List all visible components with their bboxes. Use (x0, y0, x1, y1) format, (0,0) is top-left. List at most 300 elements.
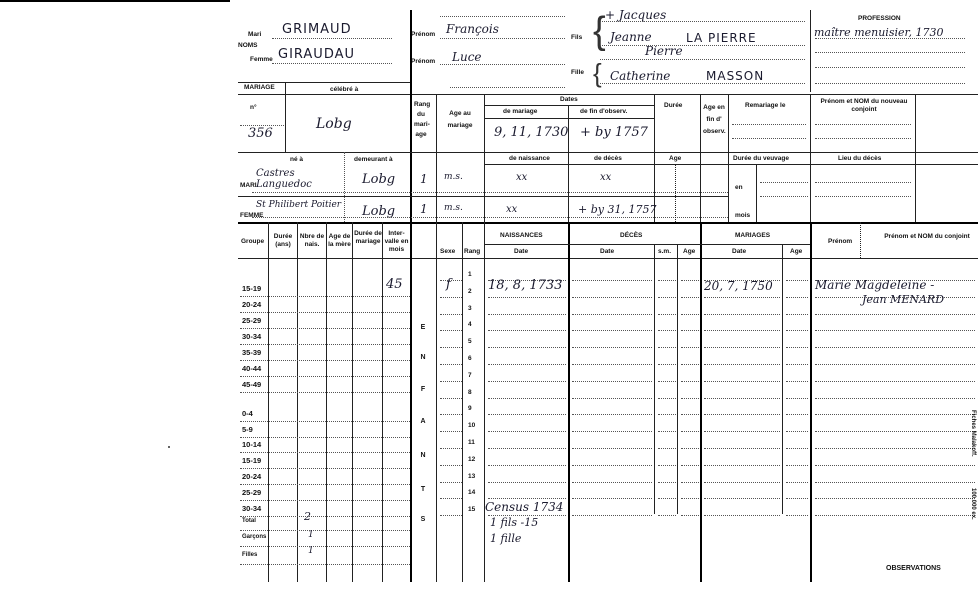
ne-split (344, 152, 345, 222)
child-row-line (658, 515, 676, 516)
prenom-nom-conjoint-header: Prénom et NOM du conjoint (884, 233, 970, 240)
deces-date-header: Date (600, 248, 615, 255)
lieu-line-1 (815, 182, 911, 183)
child-row-line (815, 398, 975, 399)
mari-deces: xx (600, 172, 612, 183)
femme-age: m.s. (444, 203, 463, 213)
lieu-value: Lobg (316, 116, 352, 132)
child-rank: 6 (468, 355, 472, 362)
child-row-line (488, 448, 566, 449)
child-row-line (658, 381, 676, 382)
age-mariage-label: Age au mariage (447, 110, 473, 129)
child-row-line (786, 414, 808, 415)
child-row-line (488, 414, 566, 415)
no-value: 356 (248, 126, 273, 141)
child-row-line (681, 347, 699, 348)
child-rank: 11 (468, 439, 475, 446)
celebre-label: célébré à (330, 86, 359, 93)
mariage-top2 (238, 94, 978, 95)
child-row-line (786, 297, 808, 298)
col-rang (484, 222, 485, 582)
duree-mariage-header: Durée de mariage (354, 230, 382, 245)
lower-header-bottom (238, 258, 978, 259)
child-row-line (815, 431, 975, 432)
child-row-line (572, 314, 652, 315)
group-row-line (240, 452, 410, 453)
child2-sexe: f (446, 277, 451, 292)
child-row-line (786, 347, 808, 348)
child-rank: 9 (468, 405, 472, 413)
group-label: 0-4 (242, 409, 253, 418)
rang-label: Rang du mari-age (414, 101, 431, 138)
child-row-line (440, 515, 462, 516)
group-label: 20-24 (242, 300, 262, 309)
sm-header: s.m. (658, 248, 672, 255)
child-row-line (786, 381, 808, 382)
duree-label: Durée (664, 102, 683, 109)
fille-1b: MASSON (706, 69, 765, 83)
group-row-line (240, 530, 410, 531)
mari-demeurant: Lobg (362, 172, 396, 187)
brace-fille: { (593, 58, 602, 88)
naissance-line (484, 164, 728, 165)
mari-name-line (272, 38, 392, 39)
group-row-line (240, 328, 410, 329)
enfants-letter: A (420, 418, 426, 425)
col-prenom (860, 222, 861, 258)
child-row-line (786, 398, 808, 399)
brace-fils: { (593, 10, 606, 52)
mariage-age-header: Age (790, 248, 803, 255)
child-row-line (704, 465, 780, 466)
nouveau-conjoint-label: Prénom et NOM du nouveau conjoint (820, 98, 908, 113)
child-row-line (815, 498, 975, 499)
child-row-line (658, 330, 676, 331)
col-sm (677, 244, 678, 514)
census-2: 1 fils -15 (490, 516, 539, 529)
enfants-letter: S (420, 516, 426, 523)
fils-2b: LA PIERRE (686, 31, 757, 45)
veuvage-line-2 (760, 196, 808, 197)
child-row-line (440, 431, 462, 432)
age-dotted (675, 164, 676, 222)
fils-line-1 (600, 21, 805, 22)
date-mariage: 9, 11, 1730 (494, 125, 569, 140)
child-row-line (658, 414, 676, 415)
child-row-line (658, 498, 676, 499)
child2-naissance: 18, 8, 1733 (488, 278, 563, 293)
child-row-line (440, 465, 462, 466)
group-label: 20-24 (242, 472, 262, 481)
remariage-line-1 (732, 124, 806, 125)
child-row-line (815, 364, 975, 365)
mari-naissance: xx (516, 172, 528, 183)
col-age-mere (352, 222, 353, 582)
observations-label: OBSERVATIONS (886, 565, 941, 572)
child-row-line (704, 448, 780, 449)
child-row-line (815, 414, 975, 415)
child-row-line (440, 347, 462, 348)
enfants-letter: N (420, 354, 426, 361)
child-row-line (658, 448, 676, 449)
child-row-line (681, 448, 699, 449)
prenom-mari-line (440, 38, 565, 39)
child-row-line (704, 330, 780, 331)
age-fin-divider (700, 94, 701, 222)
child-rank: 5 (468, 338, 472, 346)
conjoint-line-1 (815, 124, 911, 125)
profession-label: PROFESSION (858, 15, 901, 22)
fille-label: Fille (571, 69, 585, 76)
child-row-line (572, 381, 652, 382)
child-row-line (572, 465, 652, 466)
child-row-line (681, 364, 699, 365)
de-mariage-label: de mariage (503, 108, 538, 115)
child-row-line (681, 330, 699, 331)
duree-header: Durée (ans) (273, 233, 293, 248)
profession-value: maître menuisier, 1730 (814, 26, 944, 39)
mari-row-label: MARI (240, 182, 257, 189)
date-fin: + by 1757 (580, 125, 648, 140)
child-row-line (440, 381, 462, 382)
child-row-line (786, 515, 808, 516)
child-row-line (572, 414, 652, 415)
deces-label: de décès (594, 155, 622, 162)
lieu-deces-label: Lieu du décès (838, 155, 882, 162)
child-row-line (704, 398, 780, 399)
child-row-line (786, 448, 808, 449)
deces-header: DÉCÈS (620, 232, 643, 239)
col-duree (297, 222, 298, 582)
child-row-line (488, 330, 566, 331)
child-row-line (658, 297, 676, 298)
col-deces-date (654, 244, 655, 514)
child2-conjoint: Jean MENARD (862, 293, 945, 306)
col-mariage-date (782, 244, 783, 514)
child-row-line (658, 431, 676, 432)
child-rank: 14 (468, 489, 476, 497)
child-row-line (572, 280, 652, 281)
child-rank: 4 (468, 321, 472, 329)
no-label: n° (250, 104, 257, 111)
group-label: 40-44 (242, 364, 262, 373)
mari-label: Mari (248, 31, 262, 38)
age-mere-header: Age de la mère (328, 233, 351, 248)
top-rule (0, 0, 230, 2)
enfants-letter: E (420, 324, 426, 331)
total-nais: 2 (304, 510, 311, 523)
group-row-line (240, 546, 410, 547)
child-row-line (658, 364, 676, 365)
child-row-line (815, 347, 975, 348)
child-row-line (681, 280, 699, 281)
fils-line-2 (600, 45, 805, 46)
dates-label: Dates (560, 96, 578, 103)
child-row-line (572, 448, 652, 449)
naissance-label: de naissance (509, 155, 550, 162)
mariage-bottom (238, 222, 978, 224)
child-row-line (704, 414, 780, 415)
child-rank: 8 (468, 388, 472, 396)
side-text-1: Fiches Malakoff. (970, 410, 976, 457)
child-row-line (488, 364, 566, 365)
group-row-line (240, 344, 410, 345)
prenom-label-mari: Prénom (411, 31, 436, 38)
child-row-line (572, 297, 652, 298)
mari-age: m.s. (444, 172, 463, 182)
group-row-line (240, 516, 410, 517)
child-row-line (681, 314, 699, 315)
age-fin-label: Age en fin d' observ. (703, 104, 726, 135)
prof-line-4 (815, 83, 965, 84)
child2-mariage: 20, 7, 1750 (704, 279, 773, 293)
child-row-line (704, 364, 780, 365)
veuvage-line-1 (760, 182, 808, 183)
child-row-line (572, 330, 652, 331)
mariage-top (238, 82, 410, 83)
ne-label: né à (290, 156, 304, 163)
mariage-label: MARIAGE (244, 84, 275, 91)
fin-observ-label: de fin d'observ. (580, 108, 628, 115)
dates-line (484, 105, 654, 106)
femme-rang: 1 (420, 202, 428, 216)
femme-label: Femme (250, 56, 273, 63)
census-1: Census 1734 (485, 500, 564, 514)
conjoint-divider (810, 94, 811, 222)
child-row-line (440, 364, 462, 365)
child2-prenom: Marie Magdeleine - (815, 278, 935, 292)
child-rank: 3 (468, 304, 472, 312)
intervalle-first: 45 (386, 277, 403, 292)
child-row-line (815, 448, 975, 449)
filles-nais: 1 (308, 546, 314, 556)
mariages-header: MARIAGES (735, 232, 771, 239)
group-label: Total (242, 518, 256, 524)
col-naissances (568, 222, 570, 582)
duree-veuvage-label: Durée du veuvage (733, 155, 789, 162)
prof-line-2 (815, 52, 965, 53)
main-divider-1 (410, 10, 412, 222)
fils-1: + Jacques (605, 8, 667, 22)
veuvage-split (756, 164, 757, 222)
enfants-letter: N (420, 452, 426, 459)
mari-name: GRIMAUD (282, 22, 352, 37)
child-row-line (786, 280, 808, 281)
intervalle-header: Inter-valle en mois (384, 230, 409, 253)
child-row-line (440, 414, 462, 415)
nbre-header: Nbre de nais. (299, 233, 325, 248)
group-row-line (240, 437, 410, 438)
child-row-line (488, 398, 566, 399)
mari-row-line (252, 192, 728, 193)
child-row-line (681, 297, 699, 298)
child-row-line (488, 297, 566, 298)
demeurant-label: demeurant à (354, 156, 393, 163)
child-row-line (786, 482, 808, 483)
child-row-line (440, 498, 462, 499)
child-rank: 15 (468, 506, 476, 514)
veuvage-line (728, 164, 978, 165)
child-row-line (440, 330, 462, 331)
group-label: 45-49 (242, 380, 262, 389)
child-row-line (681, 431, 699, 432)
group-label: Filles (242, 552, 258, 558)
mariage-date-header: Date (732, 248, 747, 255)
child-row-line (488, 465, 566, 466)
group-label: 25-29 (242, 316, 262, 325)
group-row-line (240, 296, 410, 297)
child-row-line (681, 381, 699, 382)
prenom-bottom-line (450, 87, 565, 88)
child-rank: 2 (468, 287, 472, 295)
child-row-line (658, 398, 676, 399)
garcons-nais: 1 (308, 530, 314, 540)
femme-naissance: xx (506, 204, 518, 215)
fils-line-3 (600, 59, 805, 60)
child-row-line (658, 314, 676, 315)
dates-subline (484, 118, 654, 119)
child-row-line (786, 465, 808, 466)
group-row-line (240, 421, 410, 422)
col-mariages (810, 222, 812, 582)
child-row-line (815, 482, 975, 483)
child-row-line (786, 498, 808, 499)
rang-divider (436, 94, 437, 222)
child-row-line (704, 347, 780, 348)
col-intervalle (410, 222, 412, 582)
femme-ne: St Philibert Poitier (256, 200, 342, 210)
fille-1: Catherine (610, 69, 671, 83)
enfants-letter: T (420, 486, 426, 493)
rang-header: Rang (464, 248, 481, 255)
child-row-line (658, 465, 676, 466)
child-row-line (704, 482, 780, 483)
group-row-line (240, 484, 410, 485)
femme-row-label: FEMME (240, 212, 264, 219)
stray-dot (168, 446, 170, 448)
child-row-line (658, 280, 676, 281)
group-label: 35-39 (242, 348, 262, 357)
child-row-line (815, 330, 975, 331)
remariage-line-2 (732, 138, 806, 139)
child-row-line (488, 381, 566, 382)
child-row-line (440, 482, 462, 483)
age-divider (484, 94, 485, 222)
child-row-line (440, 280, 462, 281)
prenom-header: Prénom (828, 238, 853, 245)
no-line (240, 125, 284, 126)
child-rank: 7 (468, 371, 472, 379)
child-rank: 10 (468, 422, 476, 430)
child-row-line (815, 465, 975, 466)
conjoint-line-2 (815, 138, 911, 139)
child-row-line (704, 314, 780, 315)
femme-name: GIRAUDAU (278, 47, 356, 62)
child-rank: 13 (468, 472, 476, 480)
prof-line-3 (815, 67, 965, 68)
child-row-line (786, 330, 808, 331)
mari-rang: 1 (420, 172, 428, 186)
groupe-header: Groupe (241, 238, 265, 245)
child-row-line (786, 364, 808, 365)
side-text-2: 100.000 ex. (970, 488, 976, 520)
group-row-line (240, 500, 410, 501)
col-enfants (436, 222, 437, 582)
fils-3: Pierre (645, 44, 683, 58)
child-row-line (440, 314, 462, 315)
mari-ne: Castres Languedoc (256, 168, 312, 190)
child-row-line (488, 347, 566, 348)
child-rank: 12 (468, 455, 476, 463)
prof-line-1 (815, 38, 965, 39)
sexe-header: Sexe (440, 248, 456, 255)
group-label: 30-34 (242, 332, 262, 341)
enfants-letter: F (420, 386, 426, 393)
child-row-line (488, 482, 566, 483)
child-row-line (704, 381, 780, 382)
child-row-line (488, 431, 566, 432)
child-row-line (572, 498, 652, 499)
col-sexe (462, 222, 463, 582)
fils-label: Fils (571, 34, 583, 41)
group-label: 25-29 (242, 488, 262, 497)
femme-row-line (252, 217, 728, 218)
prenom-mari: François (446, 22, 499, 36)
no-divider (285, 94, 286, 152)
group-row-line (240, 312, 410, 313)
naissance-date-header: Date (514, 248, 529, 255)
mariage-split (285, 82, 286, 94)
col-duree-mariage (382, 222, 383, 582)
remariage-label: Remariage le (745, 102, 786, 109)
lieu-line-2 (815, 196, 911, 197)
mari-row-bottom (238, 196, 728, 197)
mariage-mid-line (238, 152, 978, 153)
child-row-line (572, 347, 652, 348)
child-row-line (681, 414, 699, 415)
child-row-line (488, 314, 566, 315)
child-row-line (704, 431, 780, 432)
en-label: en (735, 184, 743, 191)
prenom-label-femme: Prénom (411, 58, 436, 65)
prenom-femme: Luce (452, 50, 482, 64)
mois-label: mois (735, 212, 751, 219)
group-label: 15-19 (242, 456, 262, 465)
child-row-line (704, 297, 780, 298)
child-row-line (681, 465, 699, 466)
fille-line (600, 83, 805, 84)
femme-demeurant: Lobg (362, 204, 396, 219)
child-row-line (440, 448, 462, 449)
col-nbre (326, 222, 327, 582)
group-label: 30-34 (242, 504, 262, 513)
child-row-line (815, 381, 975, 382)
child-row-line (704, 498, 780, 499)
child-row-line (572, 364, 652, 365)
group-row-line (240, 376, 410, 377)
col-groupe (268, 222, 269, 582)
femme-deces: + by 31, 1757 (578, 203, 657, 216)
child-row-line (681, 398, 699, 399)
group-label: Garçons (242, 534, 267, 540)
child-row-line (681, 498, 699, 499)
right-divider (915, 94, 916, 222)
age-label-2: Age (669, 155, 682, 162)
child-row-line (658, 347, 676, 348)
fils-2: Jeanne (610, 30, 652, 44)
child-row-line (681, 482, 699, 483)
group-label: 10-14 (242, 440, 262, 449)
